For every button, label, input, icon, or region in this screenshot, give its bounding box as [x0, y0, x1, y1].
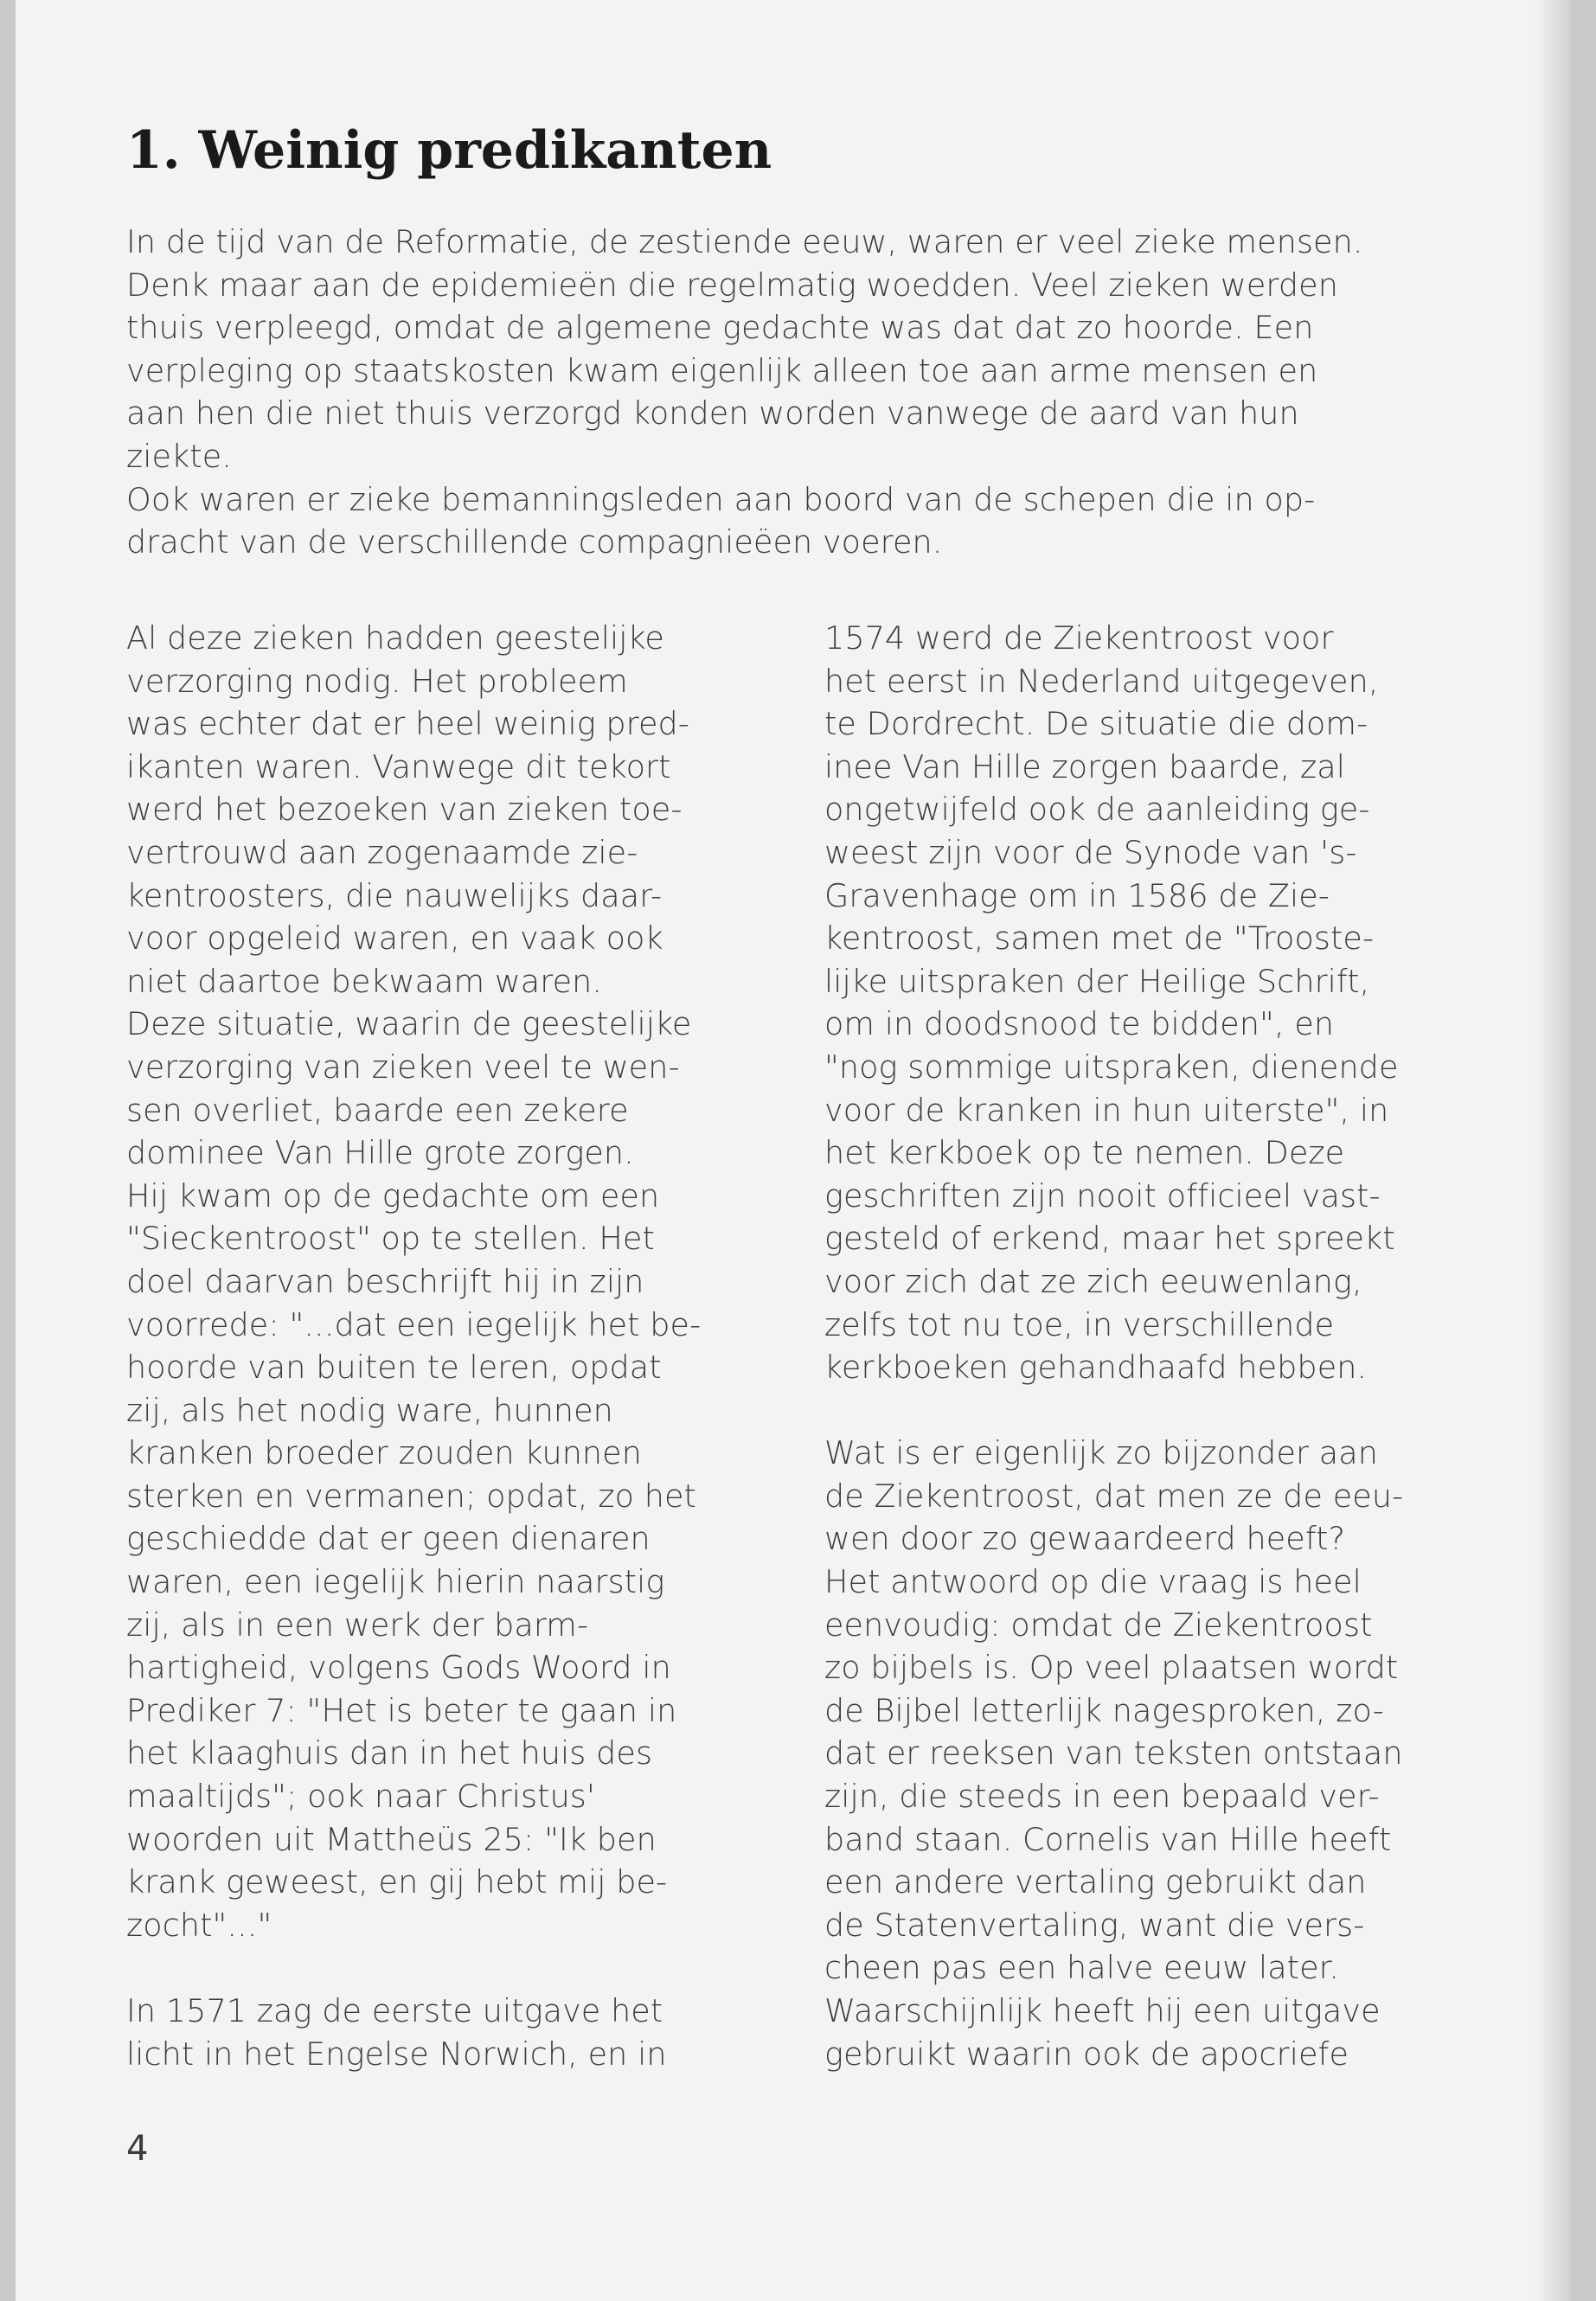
text-line: dominee Van Hille grote zorgen.: [126, 1134, 634, 1172]
text-line: te Dordrecht. De situatie die dom-: [824, 705, 1368, 743]
text-line: sterken en vermanen; opdat, zo het: [126, 1477, 696, 1515]
text-line: kentroosters, die nauwelijks daar-: [126, 876, 663, 914]
page-number: 4: [126, 2129, 149, 2169]
text-line: Hij kwam op de gedachte om een: [126, 1176, 660, 1215]
text-line: voor de kranken in hun uiterste", in: [824, 1091, 1389, 1129]
text-line: kerkboeken gehandhaafd hebben.: [824, 1349, 1368, 1387]
text-line: "Sieckentroost" op te stellen. Het: [126, 1220, 655, 1258]
text-line: maaltijds"; ook naar Christus': [126, 1778, 596, 1816]
text-line: geschriften zijn nooit officieel vast-: [824, 1176, 1381, 1215]
left-column: [126, 617, 701, 2075]
text-line: voorrede: "...dat een iegelijk het be-: [126, 1305, 702, 1343]
text-line: verpleging op staatskosten kwam eigenlijk alleen toe aan arme mensen en: [126, 351, 1318, 389]
text-line: Waarschijnlijk heeft hij een uitgave: [824, 1992, 1381, 2029]
text-line: krank geweest, en gij hebt mij be-: [126, 1863, 668, 1901]
text-line: dat er reeksen van teksten ontstaan: [824, 1734, 1403, 1772]
document-page: [16, 0, 1570, 2301]
text-line: lijke uitspraken der Heilige Schrift,: [824, 962, 1370, 1000]
text-line: verzorging nodig. Het probleem: [126, 662, 628, 700]
text-line: gesteld of erkend, maar het spreekt: [824, 1220, 1395, 1258]
text-line: sen overliet, baarde een zekere: [126, 1091, 629, 1129]
text-line: geschiedde dat er geen dienaren: [126, 1520, 651, 1558]
text-line: niet daartoe bekwaam waren.: [126, 962, 603, 1000]
text-line: Ook waren er zieke bemanningsleden aan boord van de schepen die in op-: [126, 480, 1316, 518]
text-line: verzorging van zieken veel te wen-: [126, 1048, 680, 1086]
text-line: woorden uit Mattheüs 25: "Ik ben: [126, 1820, 657, 1858]
text-line: weest zijn voor de Synode van 's-: [824, 833, 1357, 871]
text-line: om in doodsnood te bidden", en: [824, 1005, 1335, 1043]
text-line: zocht"...": [126, 1906, 272, 1944]
text-line: licht in het Engelse Norwich, en in: [126, 2035, 667, 2073]
chapter-heading: 1. Weinig predikanten: [126, 120, 772, 181]
text-line: Denk maar aan de epidemieën die regelmatig woedden. Veel zieken werden: [126, 266, 1338, 304]
text-line: dracht van de verschillende compagnieëen voeren.: [126, 523, 943, 561]
text-line: het kerkboek op te nemen. Deze: [824, 1134, 1345, 1172]
text-line: kranken broeder zouden kunnen: [126, 1434, 642, 1472]
page-gutter-shadow: [1535, 0, 1570, 2301]
text-line: ongetwijfeld ook de aanleiding ge-: [824, 791, 1370, 829]
text-line: het klaaghuis dan in het huis des: [126, 1734, 653, 1772]
text-line: Gravenhage om in 1586 de Zie-: [824, 876, 1330, 914]
text-line: vertrouwd aan zogenaamde zie-: [126, 833, 638, 871]
text-line: eenvoudig: omdat de Ziekentroost: [824, 1606, 1373, 1644]
text-line: zo bijbels is. Op veel plaatsen wordt: [824, 1649, 1399, 1687]
text-line: In 1571 zag de eerste uitgave het: [126, 1992, 663, 2029]
text-line: kentroost, samen met de "Trooste-: [824, 920, 1375, 958]
text-line: de Ziekentroost, dat men ze de eeu-: [824, 1477, 1404, 1515]
paragraph-gap: [824, 1389, 1403, 1433]
text-line: Wat is er eigenlijk zo bijzonder aan: [824, 1434, 1378, 1472]
text-line: hartigheid, volgens Gods Woord in: [126, 1649, 671, 1687]
text-line: was echter dat er heel weinig pred-: [126, 705, 690, 743]
text-line: thuis verpleegd, omdat de algemene gedachte was dat dat zo hoorde. Een: [126, 309, 1314, 347]
text-line: Al deze zieken hadden geestelijke: [126, 619, 664, 657]
text-line: band staan. Cornelis van Hille heeft: [824, 1820, 1392, 1858]
text-line: de Statenvertaling, want die vers-: [824, 1906, 1365, 1944]
text-line: 1574 werd de Ziekentroost voor: [824, 619, 1334, 657]
text-line: ziekte.: [126, 437, 232, 475]
text-line: werd het bezoeken van zieken toe-: [126, 791, 683, 829]
text-line: zij, als het nodig ware, hunnen: [126, 1391, 613, 1429]
text-line: waren, een iegelijk hierin naarstig: [126, 1563, 665, 1601]
text-line: een andere vertaling gebruikt dan: [824, 1863, 1367, 1901]
text-line: "nog sommige uitspraken, dienende: [824, 1048, 1399, 1086]
text-line: voor zich dat ze zich eeuwenlang,: [824, 1262, 1362, 1300]
paragraph-gap: [126, 1946, 701, 1990]
text-line: aan hen die niet thuis verzorgd konden worden vanwege de aard van hun: [126, 394, 1299, 433]
text-line: cheen pas een halve eeuw later.: [824, 1949, 1340, 1987]
text-line: ikanten waren. Vanwege dit tekort: [126, 747, 671, 785]
text-line: Het antwoord op die vraag is heel: [824, 1563, 1362, 1601]
text-line: gebruikt waarin ook de apocriefe: [824, 2035, 1349, 2073]
text-line: doel daarvan beschrijft hij in zijn: [126, 1262, 644, 1300]
text-line: de Bijbel letterlijk nagesproken, zo-: [824, 1691, 1384, 1729]
text-line: inee Van Hille zorgen baarde, zal: [824, 747, 1345, 785]
text-line: hoorde van buiten te leren, opdat: [126, 1349, 662, 1387]
text-line: zijn, die steeds in een bepaald ver-: [824, 1778, 1380, 1816]
intro-paragraph: [126, 221, 1363, 564]
text-line: zij, als in een werk der barm-: [126, 1606, 589, 1644]
text-line: In de tijd van de Reformatie, de zestiende eeuw, waren er veel zieke mensen.: [126, 223, 1363, 260]
text-line: Deze situatie, waarin de geestelijke: [126, 1005, 692, 1043]
text-line: voor opgeleid waren, en vaak ook: [126, 920, 663, 958]
text-line: het eerst in Nederland uitgegeven,: [824, 662, 1379, 700]
right-column: [824, 617, 1403, 2075]
text-line: Prediker 7: "Het is beter te gaan in: [126, 1691, 677, 1729]
text-line: zelfs tot nu toe, in verschillende: [824, 1305, 1335, 1343]
text-line: wen door zo gewaardeerd heeft?: [824, 1520, 1346, 1558]
